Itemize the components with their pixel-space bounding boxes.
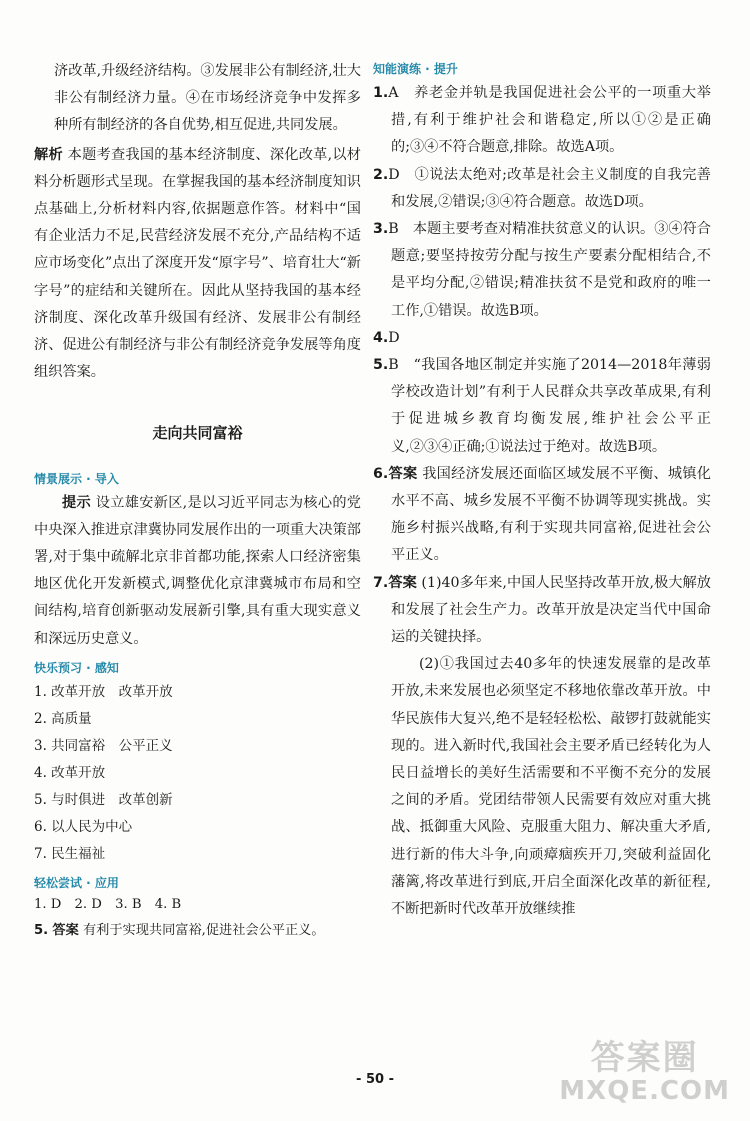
q7-part1-text: (1)40多年来,中国人民坚持改革开放,极大解放和发展了社会生产力。改革开放是决定当代中国命运的关键抉择。 <box>391 574 711 646</box>
section-heading-try: 轻松尝试 · 应用 <box>34 875 119 890</box>
q7-answer <box>373 570 711 652</box>
item-number: 5. <box>373 357 389 374</box>
answer-item <box>373 216 711 325</box>
section-heading-scene: 情景展示 · 导入 <box>34 471 119 486</box>
item-text: D ①说法太绝对;改革是社会主义制度的自我完善和发展,②错误;③④符合题意。故选D项。 <box>388 166 711 210</box>
quick-answers: 1. D 2. D 3. B 4. B <box>34 896 182 912</box>
q5-text: 有利于实现共同富裕,促进社会公平正义。 <box>82 922 325 938</box>
list-item: 5. 与时俱进 改革创新 <box>34 791 173 808</box>
item-text: A 养老金并轨是我国促进社会公平的一项重大举措,有利于维护社会和谐稳定,所以①②是正确的;③④不符合题意,排除。故选A项。 <box>388 85 711 156</box>
right-column <box>373 58 711 923</box>
item-number: 7. <box>373 574 389 591</box>
item-number: 3. <box>373 221 389 238</box>
section-heading-preview: 快乐预习 · 感知 <box>34 660 119 675</box>
answer-label: 答案 <box>388 465 418 482</box>
list-item: 4. 改革开放 <box>34 764 106 781</box>
q7-part2-text: (2)①我国过去40多年的快速发展靠的是改革开放,未来发展也必须坚定不移地依靠改革开放。中华民族伟大复兴,绝不是轻轻松松、敲锣打鼓就能实现的。进入新时代,我国社会主要矛盾已经转化为人民日益增长的美好生活需要和不平衡不充分的发展之间的矛盾。党团结带领人民需要有效应对重大挑战、抵御重大风险、克服重大阻力、解决重大矛盾,进行新的伟大斗争,向顽瘴痼疾开刀,突破利益固化藩篱,将改革进行到底,开启全面深化改革的新征程,不断把新时代改革开放继续推 <box>391 656 711 918</box>
preview-list <box>34 679 361 868</box>
q6-text: 我国经济发展还面临区域发展不平衡、城镇化水平不高、城乡发展不平衡不协调等现实挑战。实施乡村振兴战略,有利于实现共同富裕,促进社会公平正义。 <box>391 465 711 564</box>
item-number: 2. <box>373 166 389 183</box>
section-title: 走向共同富裕 <box>152 424 243 443</box>
list-item: 2. 高质量 <box>34 710 92 727</box>
q5-number: 5. <box>34 922 49 938</box>
q6-answer <box>373 461 711 570</box>
answer-item <box>373 162 711 216</box>
item-number: 4. <box>373 329 389 346</box>
left-column <box>34 58 361 942</box>
item-text: D <box>388 329 400 346</box>
list-item: 7. 民生福祉 <box>34 845 106 862</box>
answer-item <box>373 80 711 162</box>
analysis-text: 本题考查我国的基本经济制度、深化改革,以材料分析题形式呈现。在掌握我国的基本经济制度知识点基础上,分析材料内容,依据题意作答。材料中“国有企业活力不足,民营经济发展不充分,产品结构不适应市场变化”点出了深度开发“原字号”、培育壮大“新字号”的症结和关键所在。因此从坚持我国的基本经济制度、深化改革升级国有经济、发展非公有制经济、促进公有制经济与非公有制经济竞争发展等角度组织答案。 <box>34 146 361 381</box>
answer-item <box>373 352 711 461</box>
answer-label: 答案 <box>388 574 417 591</box>
answer-item <box>373 325 711 352</box>
list-item: 3. 共同富裕 公平正义 <box>34 737 173 754</box>
tip-text: 设立雄安新区,是以习近平同志为核心的党中央深入推进京津冀协同发展作出的一项重大决策部署,对于集中疏解北京非首都功能,探索人口经济密集地区优化开发新模式,调整优化京津冀城市布局和空间结构,培育创新驱动发展新引擎,具有重大现实意义和深远历史意义。 <box>34 494 361 647</box>
item-number: 1. <box>373 85 389 101</box>
q5-answer <box>34 920 361 942</box>
tip-label: 提示 <box>62 494 91 511</box>
watermark-site: MXQE.COM <box>559 1076 730 1106</box>
analysis-paragraph <box>34 142 361 387</box>
item-text: B 本题主要考查对精准扶贫意义的认识。③④符合题意;要坚持按劳分配与按生产要素分配相结合,不是平均分配,②错误;精准扶贫不是党和政府的唯一工作,①错误。故选B项。 <box>388 221 711 319</box>
section-heading-practice: 知能演练 · 提升 <box>373 62 458 76</box>
watermark-logo <box>559 1039 730 1105</box>
answer-label: 答案 <box>52 922 79 938</box>
watermark-seal: 答案圈 <box>590 1038 699 1078</box>
item-text: B “我国各地区制定并实施了2014—2018年薄弱学校改造计划”有利于人民群众共享改革成果,有利于促进城乡教育均衡发展,维护社会公平正义,②③④正确;①说法过于绝对。故选B项。 <box>388 357 711 455</box>
continued-answer: 济改革,升级经济结构。③发展非公有制经济,壮大非公有制经济力量。④在市场经济竞争中发挥多种所有制经济的各自优势,相互促进,共同发展。 <box>54 63 361 134</box>
page-number: - 50 - <box>356 1072 394 1087</box>
tip-paragraph <box>34 490 361 653</box>
list-item: 6. 以人民为中心 <box>34 818 133 835</box>
analysis-label: 解析 <box>34 146 63 163</box>
item-number: 6. <box>373 465 389 482</box>
list-item: 1. 改革开放 改革开放 <box>34 683 173 700</box>
